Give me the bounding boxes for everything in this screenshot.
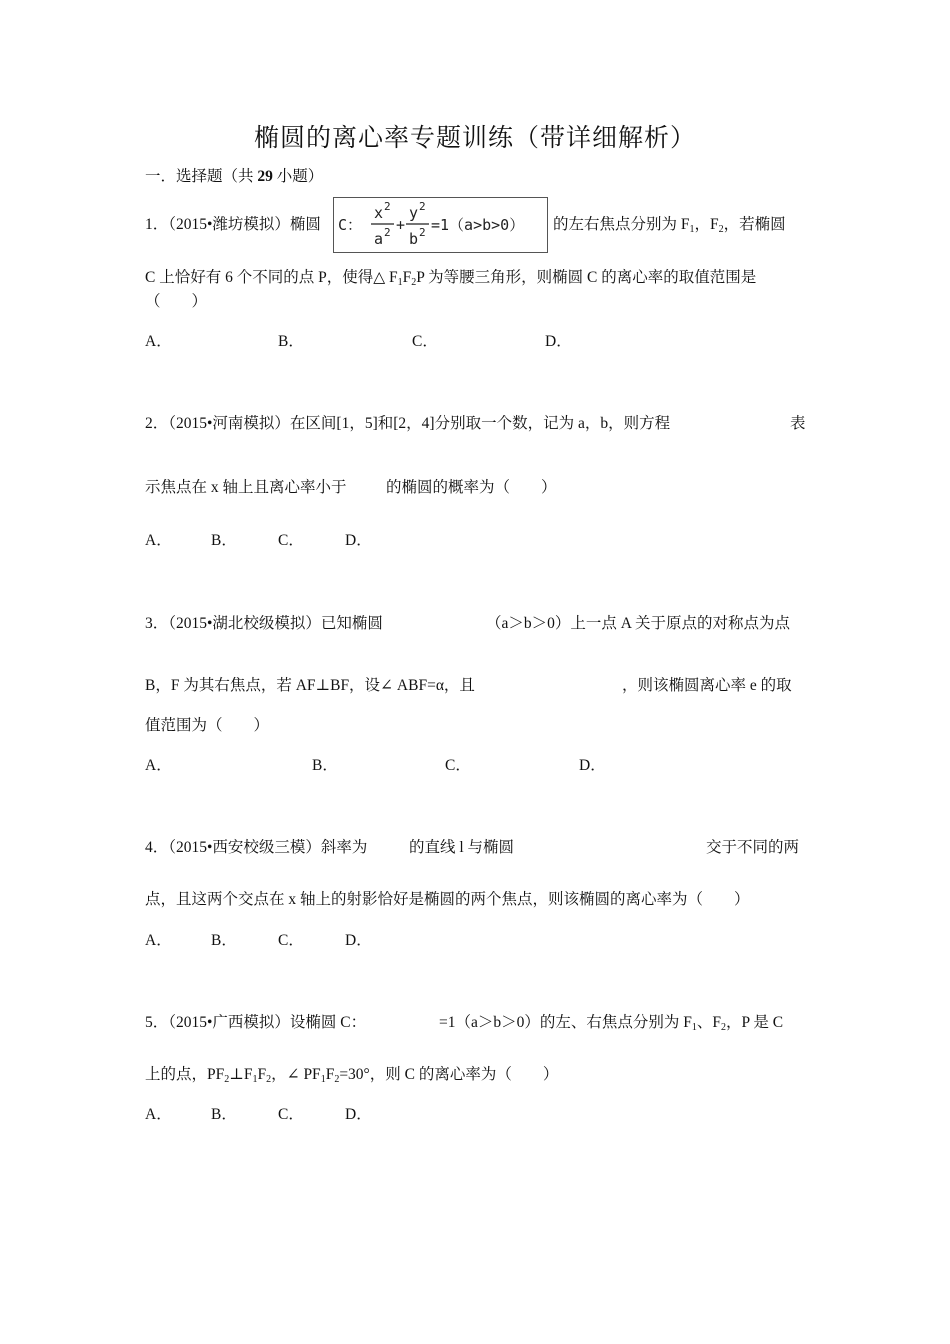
svg-text:x: x: [374, 204, 384, 222]
ellipse-formula: [334, 198, 546, 251]
section-heading: 一．选择题（共 29 小题）: [145, 168, 324, 185]
page-title: 椭圆的离心率专题训练（带详细解析）: [253, 125, 696, 152]
q4-line1a: 4．（2015•西安校级三模）斜率为: [145, 839, 368, 856]
svg-text:y: y: [409, 204, 419, 222]
q2-option-d[interactable]: D．: [345, 532, 372, 549]
q5-line1a: 5．（2015•广西模拟）设椭圆 C：: [145, 1014, 367, 1031]
svg-text:2: 2: [419, 200, 426, 213]
svg-text:=1（a>b>0）: =1（a>b>0）: [431, 216, 525, 234]
q5-option-a[interactable]: A．: [145, 1106, 172, 1123]
q5-option-c[interactable]: C．: [278, 1106, 304, 1123]
q3-option-c[interactable]: C．: [445, 757, 471, 774]
q2-option-b[interactable]: B．: [211, 532, 237, 549]
q1-option-b[interactable]: B．: [278, 333, 304, 350]
svg-text:+: +: [396, 216, 406, 234]
q3-option-a[interactable]: A．: [145, 757, 172, 774]
q3-line1b: （a＞b＞0）上一点 A 关于原点的对称点为点: [486, 615, 790, 632]
q1-lead: 1．（2015•潍坊模拟）椭圆: [145, 216, 321, 233]
q1-lead-tail: 的左右焦点分别为 $F_1$，$F_2$，若椭圆: [553, 216, 786, 235]
svg-text:b: b: [409, 230, 419, 248]
q1-option-a[interactable]: A．: [145, 333, 172, 350]
q2-line2a: 示焦点在 x 轴上且离心率小于: [145, 479, 347, 496]
q3-line1a: 3．（2015•湖北校级模拟）已知椭圆: [145, 615, 383, 632]
q3-option-b[interactable]: B．: [312, 757, 338, 774]
svg-text:2: 2: [419, 226, 426, 239]
q1-formula-image: [333, 197, 548, 253]
q2-line1-right: 表: [790, 415, 806, 432]
q4-option-a[interactable]: A．: [145, 932, 172, 949]
q4-line1c: 交于不同的两: [706, 839, 800, 856]
q2-line2b: 的椭圆的概率为（ ）: [386, 479, 557, 496]
q3-line3: 值范围为（ ）: [145, 717, 270, 734]
q1-line2: C 上恰好有 6 个不同的点 P，使得△ $F_1F_2P$ 为等腰三角形，则椭圆 C 的离心率的取值范围是: [145, 269, 757, 288]
q2-line1: 2．（2015•河南模拟）在区间[1，5]和[2，4]分别取一个数，记为 a，b，则方程: [145, 415, 671, 432]
q1-option-c[interactable]: C．: [412, 333, 438, 350]
q3-option-d[interactable]: D．: [579, 757, 606, 774]
q4-option-d[interactable]: D．: [345, 932, 372, 949]
q5-line2: 上的点，$PF_2\perp F_1F_2$，∠ $PF_1F_2=30^\circ$，则 C 的离心率为（ ）: [145, 1066, 559, 1085]
svg-text:C：: C：: [338, 216, 363, 234]
q4-option-b[interactable]: B．: [211, 932, 237, 949]
q3-line2a: B，F 为其右焦点，若 AF⊥BF，设∠ ABF=α，且: [145, 677, 475, 694]
q5-option-d[interactable]: D．: [345, 1106, 372, 1123]
q1-line3: （ ）: [145, 293, 208, 310]
q1-option-d[interactable]: D．: [545, 333, 572, 350]
svg-text:2: 2: [384, 200, 391, 213]
q5-option-b[interactable]: B．: [211, 1106, 237, 1123]
q3-line2b: ，则该椭圆离心率 e 的取: [622, 677, 792, 694]
q4-line2: 点，且这两个交点在 x 轴上的射影恰好是椭圆的两个焦点，则该椭圆的离心率为（ ）: [145, 891, 750, 908]
q4-option-c[interactable]: C．: [278, 932, 304, 949]
question-count: 29: [257, 168, 273, 185]
q5-line1b: =1（a＞b＞0）的左、右焦点分别为 $F_1$、$F_2$，P 是 C: [439, 1014, 784, 1033]
svg-text:2: 2: [384, 226, 391, 239]
q2-option-c[interactable]: C．: [278, 532, 304, 549]
svg-text:a: a: [374, 230, 384, 248]
q2-option-a[interactable]: A．: [145, 532, 172, 549]
q4-line1b: 的直线 l 与椭圆: [409, 839, 515, 856]
